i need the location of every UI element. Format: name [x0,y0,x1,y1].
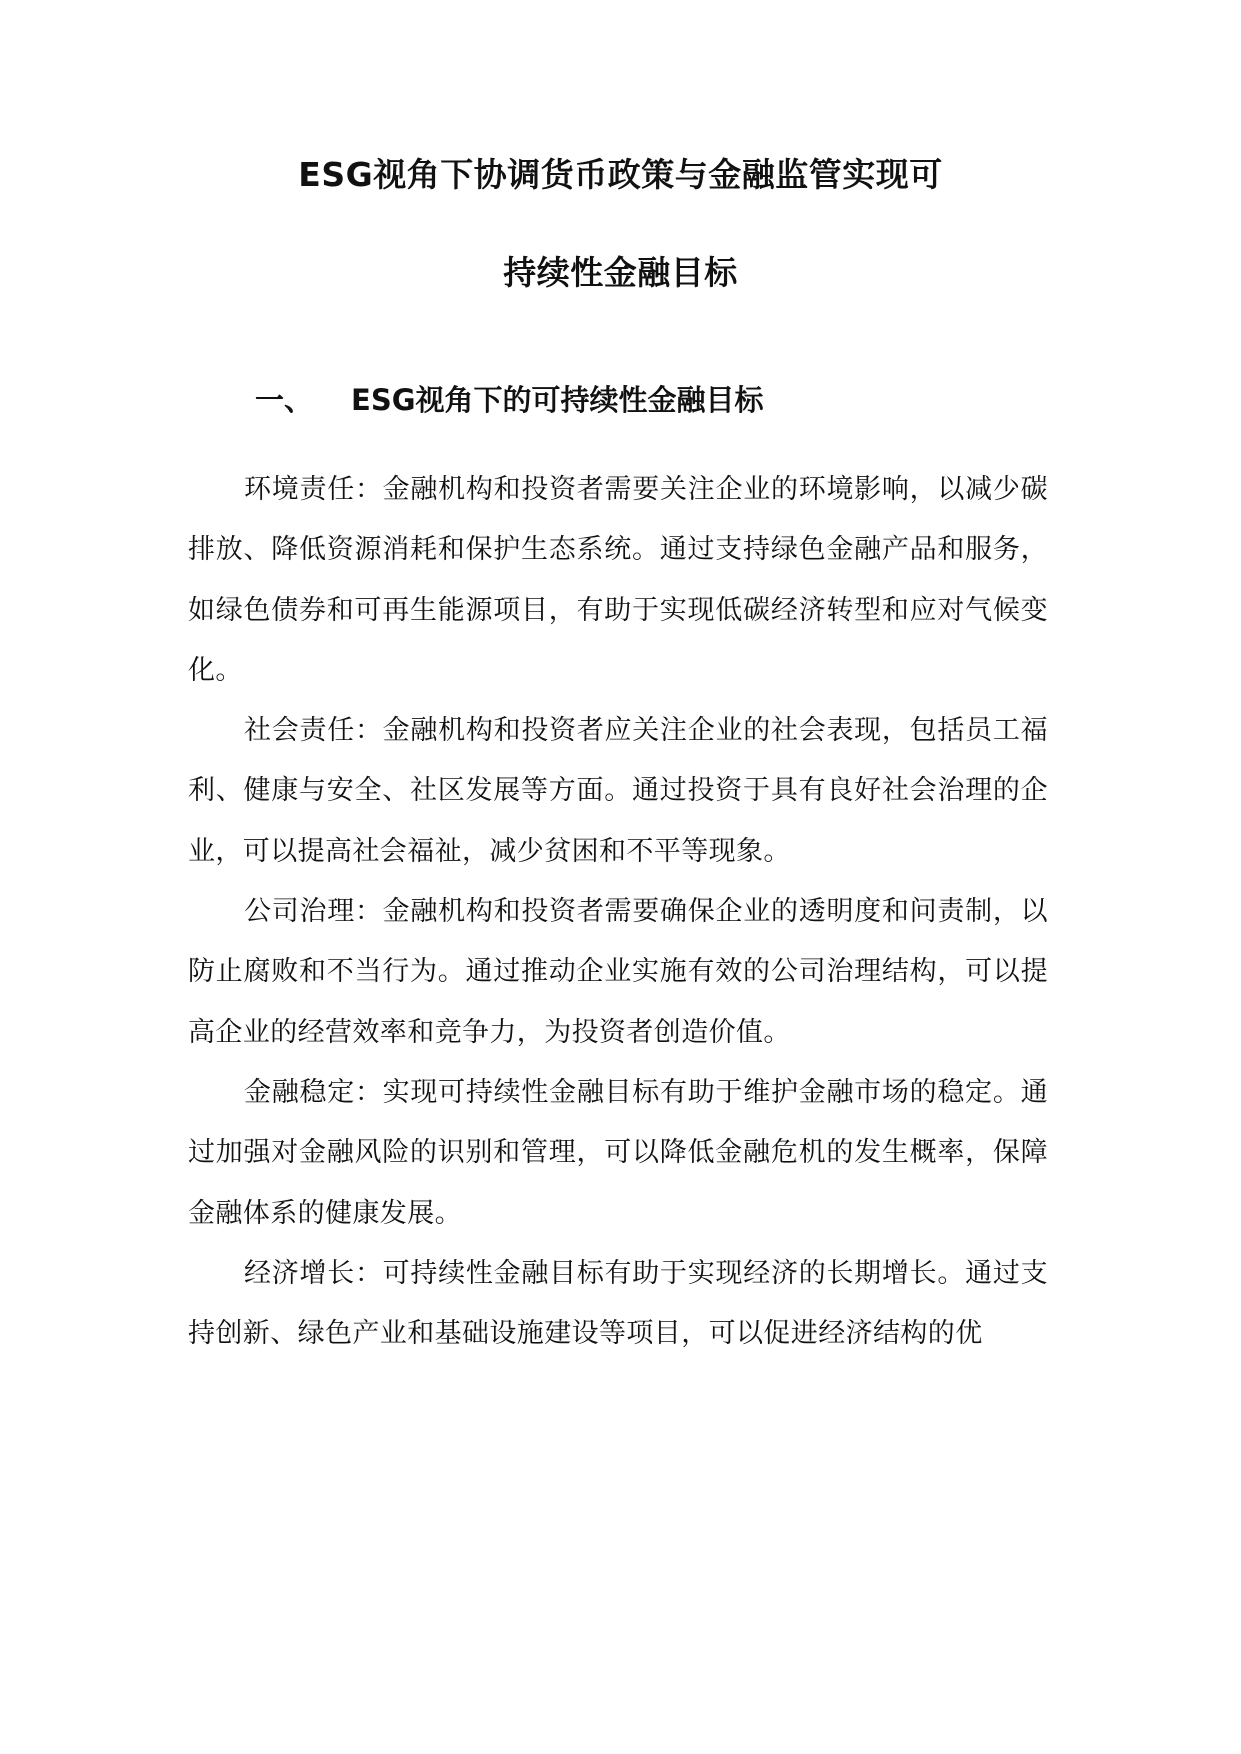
paragraph-financial-stability: 金融稳定：实现可持续性金融目标有助于维护金融市场的稳定。通过加强对金融风险的识别和管理，可以降低金融危机的发生概率，保障金融体系的健康发展。 [188,1076,1048,1229]
paragraph-governance: 公司治理：金融机构和投资者需要确保企业的透明度和问责制，以防止腐败和不当行为。通过推动企业实施有效的公司治理结构，可以提高企业的经营效率和竞争力，为投资者创造价值。 [188,896,1048,1048]
paragraph-economic-growth: 经济增长：可持续性金融目标有助于实现经济的长期增长。通过支持创新、绿色产业和基础设施建设等项目，可以促进经济结构的优 [188,1257,1048,1350]
body-text [188,460,1048,1364]
document-title-line-1: ESG视角下协调货币政策与金融监管实现可 [298,155,943,194]
section-heading [255,380,764,420]
section-title: ESG视角下的可持续性金融目标 [351,383,764,417]
document-title-line-2: 持续性金融目标 [503,253,738,292]
paragraph-environment: 环境责任：金融机构和投资者需要关注企业的环境影响，以减少碳排放、降低资源消耗和保护生态系统。通过支持绿色金融产品和服务，如绿色债券和可再生能源项目，有助于实现低碳经济转型和应对气候变化。 [188,474,1048,686]
section-number: 一、 [255,383,314,417]
paragraph-social: 社会责任：金融机构和投资者应关注企业的社会表现，包括员工福利、健康与安全、社区发展等方面。通过投资于具有良好社会治理的企业，可以提高社会福祉，减少贫困和不平等现象。 [188,715,1048,867]
